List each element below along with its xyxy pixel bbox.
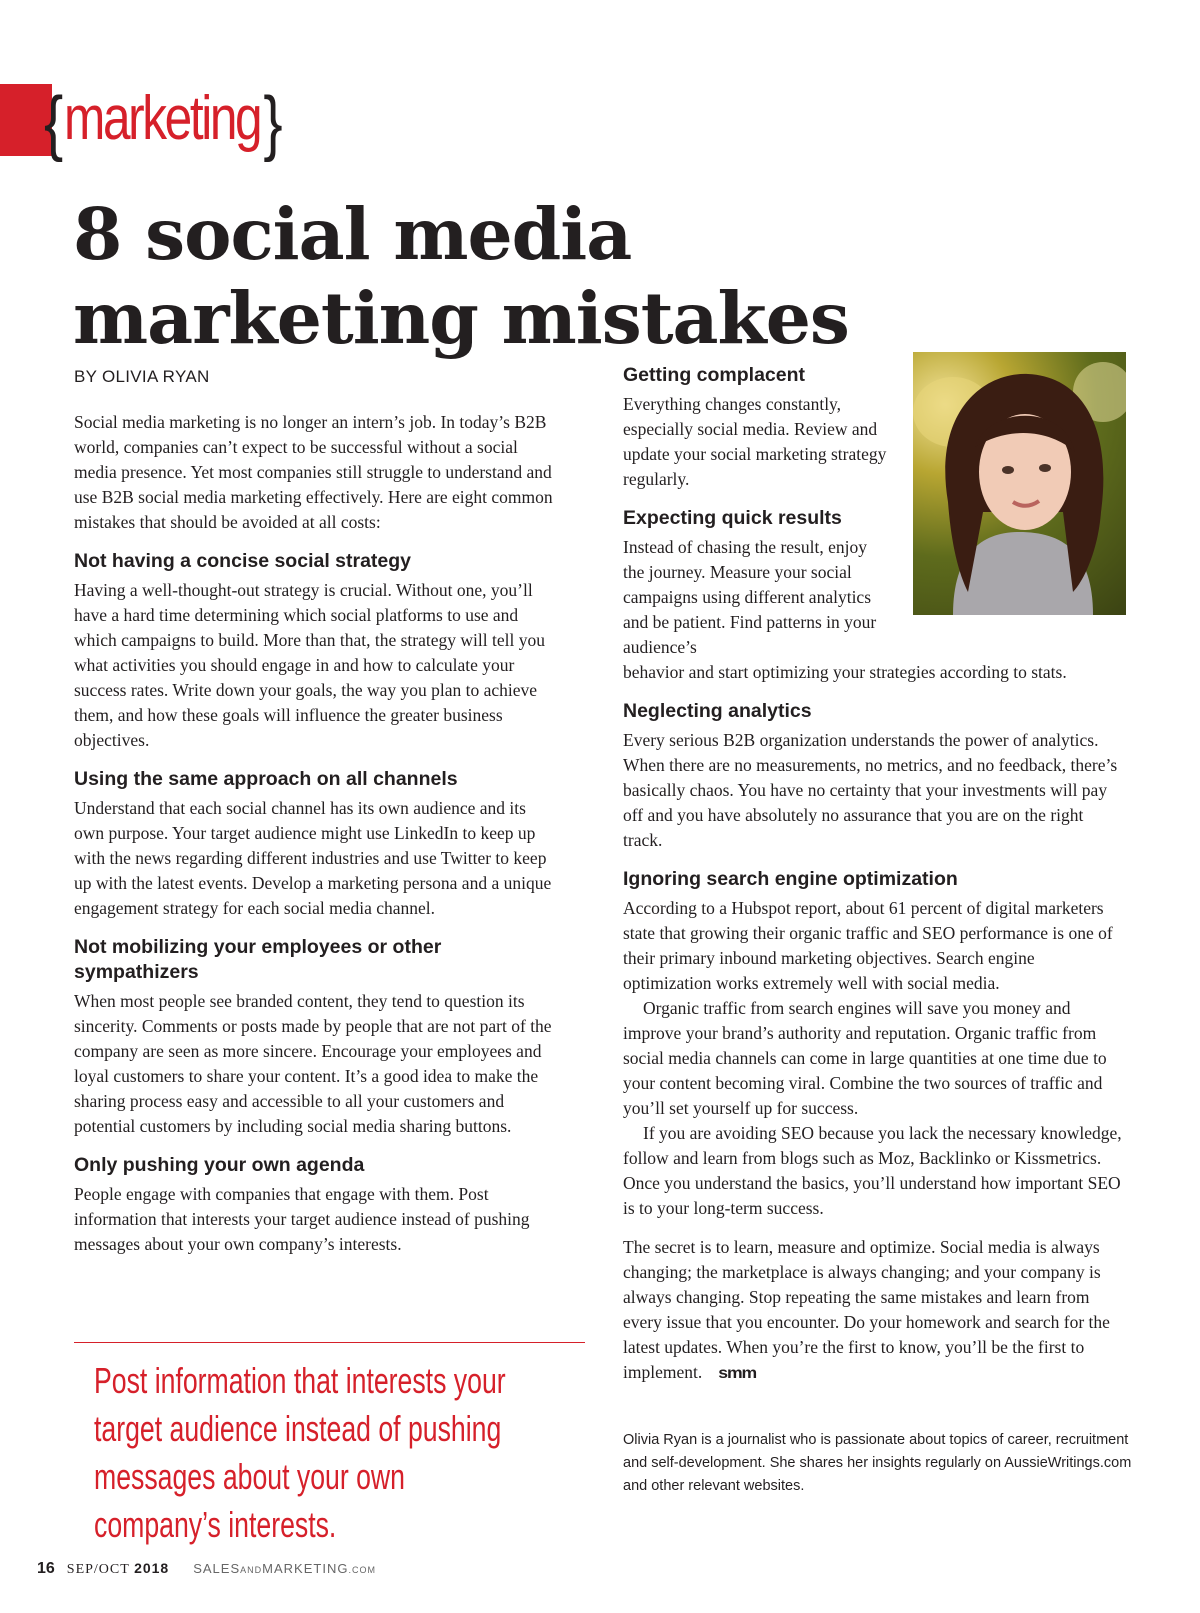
issue-date <box>67 1560 169 1578</box>
section-tag <box>44 78 280 168</box>
conclusion-text: The secret is to learn, measure and optimize. Social media is always changing; the marketplace is always changing; and your company is always changing. Stop repeating the same mistakes and learn from every issue that you encounter. Do your homework and search for the latest updates. When you’re the first to know, you’ll be the first to implement. <box>623 1237 1110 1382</box>
section-body: Organic traffic from search engines will save you money and improve your brand’s authority and reputation. Organic traffic from social media channels can come in large quantities at one time due to your content becoming viral. Combine the two sources of traffic and you’ll set yourself up for success. <box>623 998 1107 1118</box>
site-marketing: MARKETING <box>262 1561 349 1576</box>
section-heading: Not mobilizing your employees or other sympathizers <box>74 936 442 983</box>
section-body: When most people see branded content, they tend to question its sincerity. Comments or posts made by people that are not part of the company are seen as more sincere. Encourage your employees and loyal customers to share your content. It’s a good idea to make the sharing process easy and accessible to all your customers and potential customers by including social media sharing buttons. <box>74 991 552 1136</box>
section-body: According to a Hubspot report, about 61 percent of digital marketers state that growing their organic traffic and SEO performance is one of their primary inbound marketing objectives. Search engine optimization works extremely well with social media. <box>623 898 1113 993</box>
section-heading: Using the same approach on all channels <box>74 768 458 790</box>
smm-end-mark: smm <box>718 1365 757 1382</box>
site-sales: SALES <box>193 1561 241 1576</box>
right-column <box>623 363 1123 1386</box>
site-and: AND <box>240 1565 263 1575</box>
title-line-1: 8 social media <box>73 192 632 276</box>
section-heading: Ignoring search engine optimization <box>623 868 958 890</box>
site-name <box>193 1561 376 1576</box>
section-body: Having a well-thought-out strategy is crucial. Without one, you’ll have a hard time determining which social platforms to use and which campaigns to build. More than that, the strategy will tell you what activities you should engage in and how to calculate your success rates. Write down your goals, the way you plan to achieve them, and how these goals will influence the greater business objectives. <box>74 580 545 750</box>
intro-paragraph: Social media marketing is no longer an intern’s job. In today’s B2B world, companies can’t expect to be successful without a social media presence. Yet most companies still struggle to understand and use B2B social media marketing effectively. Here are eight common mistakes that should be avoided at all costs: <box>74 412 553 532</box>
issue-year: 2018 <box>134 1560 170 1576</box>
section-heading: Expecting quick results <box>623 507 842 529</box>
close-bracket: } <box>263 83 281 163</box>
issue-month: SEP/OCT <box>66 1562 130 1577</box>
section-body: Understand that each social channel has its own audience and its own purpose. Your target audience might use LinkedIn to keep up with the news regarding different industries and use Twitter to keep up with the latest events. Develop a marketing persona and a unique engagement strategy for each social media channel. <box>74 798 552 918</box>
author-bio: Olivia Ryan is a journalist who is passionate about topics of career, recruitment and self-development. She shares her insights regularly on AussieWritings.com and other relevant websites. <box>623 1432 1132 1494</box>
section-body: Every serious B2B organization understands the power of analytics. When there are no measurements, no metrics, and no feedback, there’s basically chaos. You have no certainty that your investments will pay off and you have absolutely no assurance that you are on the right track. <box>623 730 1118 850</box>
section-body: Everything changes constantly, especially social media. Review and update your social marketing strategy regularly. <box>623 394 887 489</box>
section-heading: Neglecting analytics <box>623 700 812 722</box>
section-body-narrow: Instead of chasing the result, enjoy the journey. Measure your social campaigns using different analytics and be patient. Find patterns in your audience’s <box>623 537 877 657</box>
section-body: If you are avoiding SEO because you lack the necessary knowledge, follow and learn from blogs such as Moz, Backlinko or Kissmetrics. Once you understand the basics, you’ll understand how important SEO is to your long-term success. <box>623 1123 1122 1218</box>
article-title <box>73 192 849 360</box>
conclusion-paragraph <box>623 1235 1123 1386</box>
open-bracket: { <box>44 83 61 163</box>
section-heading: Not having a concise social strategy <box>74 550 412 572</box>
page-footer <box>37 1560 376 1578</box>
left-column <box>74 410 559 1257</box>
section-body: People engage with companies that engage with them. Post information that interests your target audience instead of pushing messages about your own company’s interests. <box>74 1184 530 1254</box>
byline: BY OLIVIA RYAN <box>74 367 210 386</box>
page-number: 16 <box>37 1560 55 1577</box>
section-label: marketing <box>64 83 261 153</box>
site-tld: .COM <box>348 1565 376 1575</box>
title-line-2: marketing mistakes <box>73 276 849 360</box>
section-heading: Getting complacent <box>623 364 806 386</box>
section-heading: Only pushing your own agenda <box>74 1154 365 1176</box>
pull-quote: Post information that interests your target audience instead of pushing messages about your own company’s interests. <box>94 1360 506 1545</box>
pull-quote-rule <box>74 1342 585 1343</box>
section-body-wide: behavior and start optimizing your strategies according to stats. <box>623 662 1067 682</box>
